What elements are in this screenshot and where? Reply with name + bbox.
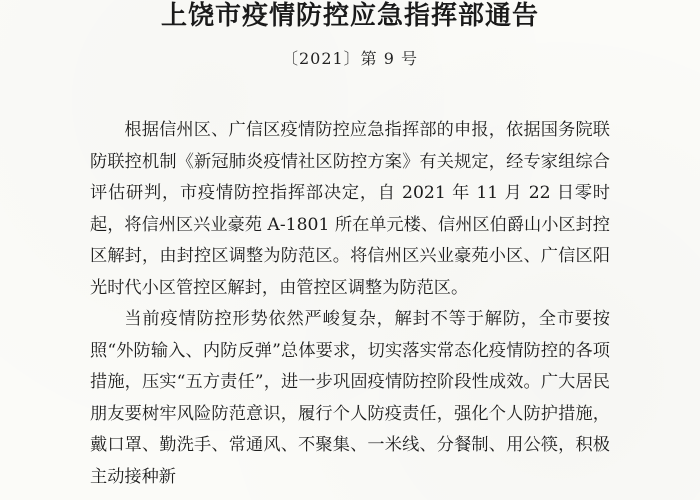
body-paragraph: 当前疫情防控形势依然严峻复杂，解封不等于解防，全市要按照“外防输入、内防反弹”总体要求，切实落实常态化疫情防控的各项措施，压实“五方责任”，进一步巩固疫情防控阶段性成效。广大居民朋友要树牢风险防范意识，履行个人防疫责任，强化个人防护措施，戴口罩、勤洗手、常通风、不聚集、一米线、分餐制、用公筷，积极主动接种新	[90, 309, 610, 487]
document-title: 上饶市疫情防控应急指挥部通告	[160, 1, 539, 31]
document-body	[90, 115, 610, 493]
document-number: 〔2021〕第 9 号	[281, 49, 419, 68]
body-paragraph: 根据信州区、广信区疫情防控应急指挥部的申报，依据国务院联防联控机制《新冠肺炎疫情社区防控方案》有关规定，经专家组综合评估研判，市疫情防控指挥部决定，自 2021 年 11 月 22 日零时起，将信州区兴业豪苑 A-1801 所在单元楼、信州区伯爵山小区封控区解封，由封控区调整为防范区。将信州区兴业豪苑小区、广信区阳光时代小区管控区解封，由管控区调整为防范区。	[90, 120, 610, 298]
